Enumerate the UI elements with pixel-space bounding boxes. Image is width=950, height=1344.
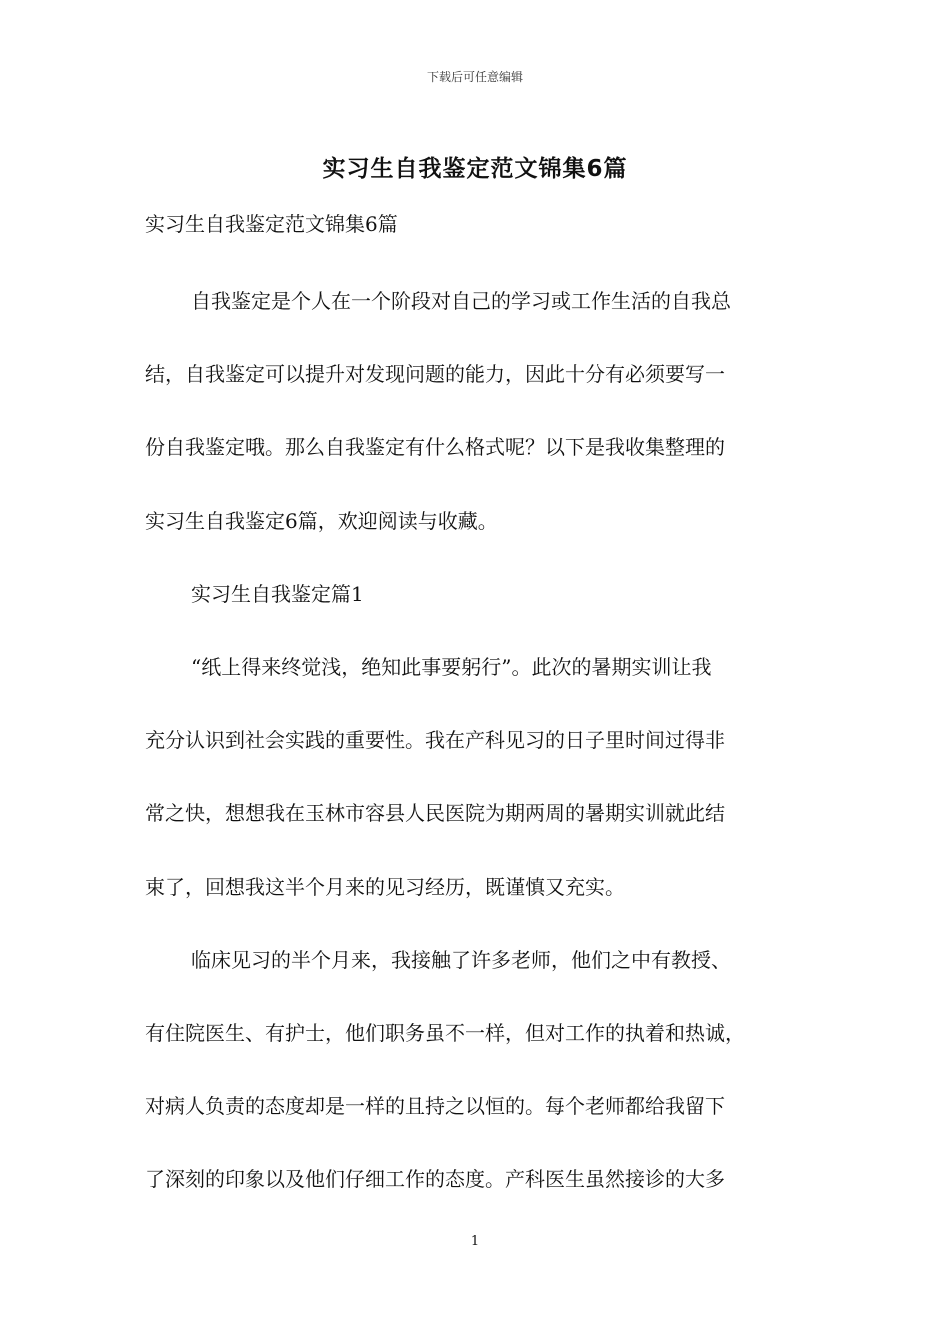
paragraph-line: 常之快，想想我在玉林市容县人民医院为期两周的暑期实训就此结	[145, 801, 725, 826]
paragraph-line: 充分认识到社会实践的重要性。我在产科见习的日子里时间过得非	[145, 728, 725, 753]
page-number: 1	[470, 1234, 480, 1249]
paragraph-line: 份自我鉴定哦。那么自我鉴定有什么格式呢？以下是我收集整理的	[145, 435, 725, 460]
header-note: 下载后可任意编辑	[426, 70, 523, 84]
paragraph-line: 有住院医生、有护士，他们职务虽不一样，但对工作的执着和热诚，	[145, 1020, 745, 1045]
document-body	[145, 284, 835, 1235]
paragraph-line: 结，自我鉴定可以提升对发现问题的能力，因此十分有必须要写一	[145, 362, 725, 387]
paragraph-line: 临床见习的半个月来，我接触了许多老师，他们之中有教授、	[191, 947, 731, 972]
section-heading: 实习生自我鉴定篇1	[191, 581, 364, 606]
paragraph-line: “纸上得来终觉浅，绝知此事要躬行”。此次的暑期实训让我	[191, 654, 712, 679]
document-title: 实习生自我鉴定范文锦集6篇	[322, 156, 628, 182]
paragraph-line: 束了，回想我这半个月来的见习经历，既谨慎又充实。	[145, 874, 625, 899]
paragraph-line: 实习生自我鉴定6篇，欢迎阅读与收藏。	[145, 508, 498, 533]
document-subtitle: 实习生自我鉴定范文锦集6篇	[145, 212, 398, 236]
paragraph-line: 对病人负责的态度却是一样的且持之以恒的。每个老师都给我留下	[145, 1094, 725, 1119]
paragraph-line: 自我鉴定是个人在一个阶段对自己的学习或工作生活的自我总	[191, 289, 731, 313]
paragraph-line: 了深刻的印象以及他们仔细工作的态度。产科医生虽然接诊的大多	[145, 1167, 725, 1192]
